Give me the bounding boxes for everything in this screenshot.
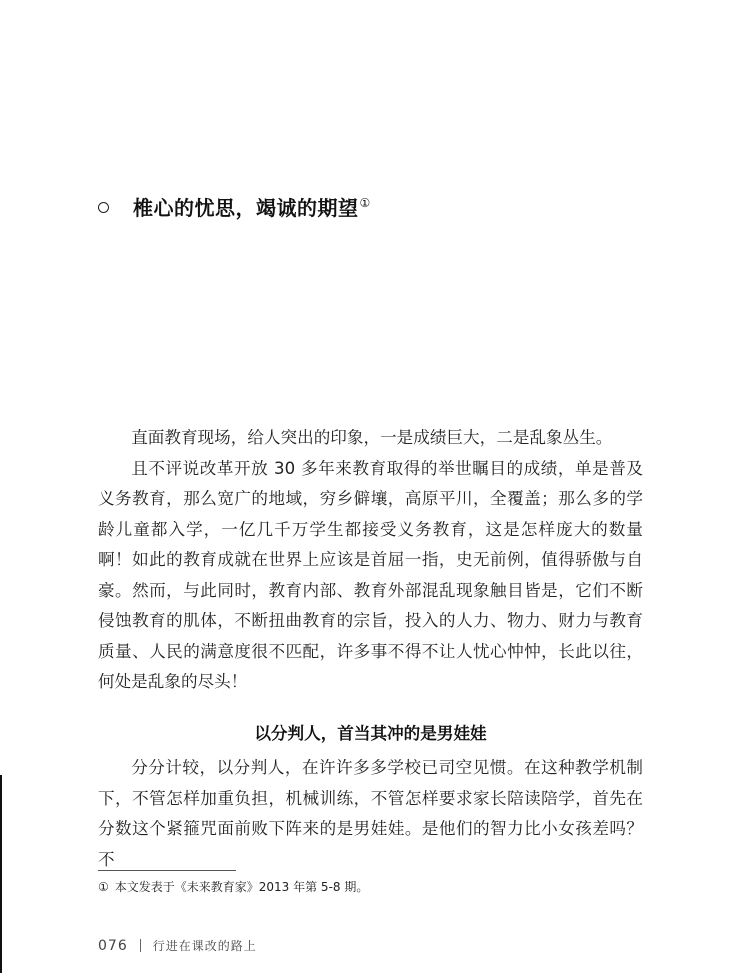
chapter-title-text: 椎心的忧思，竭诚的期望: [133, 196, 359, 220]
page-edge-bar: [0, 775, 2, 973]
paragraph-1: 直面教育现场，给人突出的印象，一是成绩巨大，二是乱象丛生。: [131, 428, 613, 447]
paragraph-2: 且不评说改革开放 30 多年来教育取得的举世瞩目的成绩，单是普及义务教育，那么宽广的地域，穷乡僻壤，高原平川，全覆盖；那么多的学龄儿童都入学，一亿几千万学生都接受义务教育，这是怎样庞大的数量啊！如此的教育成就在世界上应该是首屈一指，史无前例，值得骄傲与自豪。然而，与此同时，教育内部、教育外部混乱现象触目皆是，它们不断侵蚀教育的肌体，不断扭曲教育的宗旨，投入的人力、物力、财力与教育质量、人民的满意度很不匹配，许多事不得不让人忧心忡忡，长此以往，何处是乱象的尽头！: [98, 458, 643, 691]
page-number: 076: [98, 937, 128, 954]
body-text: [98, 423, 643, 698]
chapter-title-row: [98, 192, 371, 221]
section-body-text: [98, 753, 643, 875]
page-footer: [98, 937, 257, 954]
circle-bullet-icon: [98, 202, 109, 213]
title-footnote-mark: ①: [359, 196, 371, 211]
section-heading: 以分判人，首当其冲的是男娃娃: [254, 724, 487, 743]
footnote: [98, 878, 368, 895]
running-title: 行进在课改的路上: [152, 939, 257, 953]
footer-separator: [140, 939, 141, 952]
footnote-text: 本文发表于《未来教育家》2013 年第 5-8 期。: [114, 880, 369, 894]
section-paragraph: 分分计较，以分判人，在许许多多学校已司空见惯。在这种教学机制下，不管怎样加重负担，机械训练，不管怎样要求家长陪读陪学，首先在分数这个紧箍咒面前败下阵来的是男娃娃。是他们的智力比小女孩差吗？不: [98, 758, 643, 869]
footnote-mark: ①: [98, 880, 109, 894]
footnote-divider: [98, 870, 236, 871]
chapter-title: [133, 192, 371, 221]
